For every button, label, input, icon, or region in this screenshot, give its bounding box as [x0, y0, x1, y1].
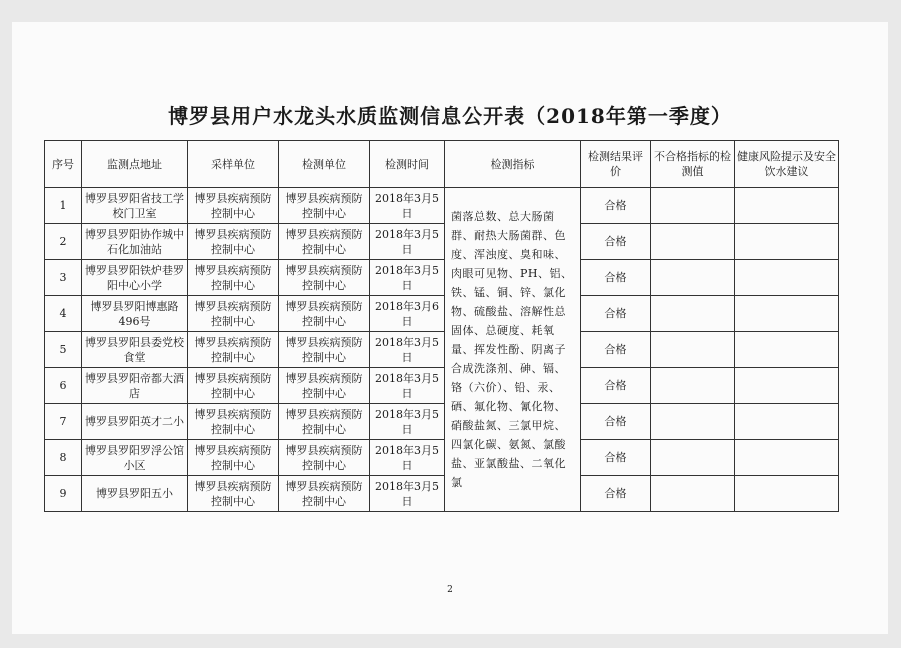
cell-no: 7: [45, 404, 82, 440]
cell-no: 6: [45, 368, 82, 404]
cell-time: 2018年3月5日: [370, 224, 445, 260]
table-row: [45, 224, 839, 260]
header-cell: 不合格指标的检测值: [651, 141, 735, 188]
water-quality-table: [44, 140, 839, 512]
cell-tester: 博罗县疾病预防控制中心: [279, 188, 370, 224]
cell-tester: 博罗县疾病预防控制中心: [279, 332, 370, 368]
header-cell: 序号: [45, 141, 82, 188]
cell-sampler: 博罗县疾病预防控制中心: [188, 476, 279, 512]
cell-address: 博罗县罗阳五小: [82, 476, 188, 512]
cell-time: 2018年3月5日: [370, 368, 445, 404]
table-row: [45, 440, 839, 476]
cell-address: 博罗县罗阳罗浮公馆小区: [82, 440, 188, 476]
cell-advice: [735, 260, 839, 296]
table-row: [45, 368, 839, 404]
cell-failed-value: [651, 476, 735, 512]
table-row: [45, 404, 839, 440]
cell-advice: [735, 296, 839, 332]
cell-address: 博罗县罗阳县委党校食堂: [82, 332, 188, 368]
header-cell: 采样单位: [188, 141, 279, 188]
page-number: 2: [447, 585, 453, 595]
cell-sampler: 博罗县疾病预防控制中心: [188, 224, 279, 260]
cell-time: 2018年3月5日: [370, 188, 445, 224]
cell-advice: [735, 476, 839, 512]
cell-time: 2018年3月6日: [370, 296, 445, 332]
cell-no: 5: [45, 332, 82, 368]
cell-failed-value: [651, 404, 735, 440]
cell-advice: [735, 368, 839, 404]
cell-address: 博罗县罗阳帝都大酒店: [82, 368, 188, 404]
table-header-row: [45, 141, 839, 188]
cell-no: 3: [45, 260, 82, 296]
cell-sampler: 博罗县疾病预防控制中心: [188, 404, 279, 440]
cell-address: 博罗县罗阳省技工学校门卫室: [82, 188, 188, 224]
header-cell: 检测结果评价: [581, 141, 651, 188]
document-title: 博罗县用户水龙头水质监测信息公开表（2018年第一季度）: [168, 104, 732, 128]
cell-sampler: 博罗县疾病预防控制中心: [188, 260, 279, 296]
table-row: [45, 332, 839, 368]
header-cell: 检测单位: [279, 141, 370, 188]
cell-advice: [735, 440, 839, 476]
cell-tester: 博罗县疾病预防控制中心: [279, 296, 370, 332]
table-body: [45, 188, 839, 512]
header-cell: 监测点地址: [82, 141, 188, 188]
cell-tester: 博罗县疾病预防控制中心: [279, 368, 370, 404]
cell-tester: 博罗县疾病预防控制中心: [279, 224, 370, 260]
cell-failed-value: [651, 368, 735, 404]
cell-result: 合格: [581, 224, 651, 260]
cell-time: 2018年3月5日: [370, 260, 445, 296]
cell-sampler: 博罗县疾病预防控制中心: [188, 440, 279, 476]
cell-tester: 博罗县疾病预防控制中心: [279, 476, 370, 512]
cell-no: 1: [45, 188, 82, 224]
cell-failed-value: [651, 260, 735, 296]
cell-result: 合格: [581, 332, 651, 368]
header-cell: 检测时间: [370, 141, 445, 188]
cell-advice: [735, 224, 839, 260]
table-row: [45, 188, 839, 224]
table-row: [45, 476, 839, 512]
cell-result: 合格: [581, 404, 651, 440]
table-row: [45, 260, 839, 296]
cell-no: 4: [45, 296, 82, 332]
cell-no: 8: [45, 440, 82, 476]
cell-advice: [735, 188, 839, 224]
cell-no: 9: [45, 476, 82, 512]
cell-advice: [735, 404, 839, 440]
cell-sampler: 博罗县疾病预防控制中心: [188, 368, 279, 404]
cell-sampler: 博罗县疾病预防控制中心: [188, 332, 279, 368]
cell-time: 2018年3月5日: [370, 332, 445, 368]
document-page: [12, 22, 888, 634]
cell-result: 合格: [581, 368, 651, 404]
cell-time: 2018年3月5日: [370, 404, 445, 440]
cell-advice: [735, 332, 839, 368]
cell-result: 合格: [581, 260, 651, 296]
cell-failed-value: [651, 188, 735, 224]
cell-result: 合格: [581, 440, 651, 476]
cell-failed-value: [651, 296, 735, 332]
cell-indicators: 菌落总数、总大肠菌群、耐热大肠菌群、色度、浑浊度、臭和味、肉眼可见物、PH、铝、铁、锰、铜、锌、氯化物、硫酸盐、溶解性总固体、总硬度、耗氧量、挥发性酚、阴离子合成洗涤剂、砷、镉、铬（六价）、铅、汞、硒、氟化物、氰化物、硝酸盐氮、三氯甲烷、四氯化碳、氨氮、氯酸盐、亚氯酸盐、二氧化氯: [445, 188, 581, 512]
cell-failed-value: [651, 224, 735, 260]
cell-no: 2: [45, 224, 82, 260]
table-row: [45, 296, 839, 332]
cell-tester: 博罗县疾病预防控制中心: [279, 260, 370, 296]
header-cell: 健康风险提示及安全饮水建议: [735, 141, 839, 188]
cell-address: 博罗县罗阳博惠路496号: [82, 296, 188, 332]
cell-result: 合格: [581, 476, 651, 512]
cell-time: 2018年3月5日: [370, 440, 445, 476]
cell-address: 博罗县罗阳英才二小: [82, 404, 188, 440]
cell-failed-value: [651, 440, 735, 476]
cell-time: 2018年3月5日: [370, 476, 445, 512]
cell-result: 合格: [581, 296, 651, 332]
cell-address: 博罗县罗阳协作城中石化加油站: [82, 224, 188, 260]
cell-tester: 博罗县疾病预防控制中心: [279, 440, 370, 476]
cell-sampler: 博罗县疾病预防控制中心: [188, 188, 279, 224]
cell-sampler: 博罗县疾病预防控制中心: [188, 296, 279, 332]
header-cell: 检测指标: [445, 141, 581, 188]
cell-tester: 博罗县疾病预防控制中心: [279, 404, 370, 440]
cell-failed-value: [651, 332, 735, 368]
cell-result: 合格: [581, 188, 651, 224]
cell-address: 博罗县罗阳铁炉巷罗阳中心小学: [82, 260, 188, 296]
